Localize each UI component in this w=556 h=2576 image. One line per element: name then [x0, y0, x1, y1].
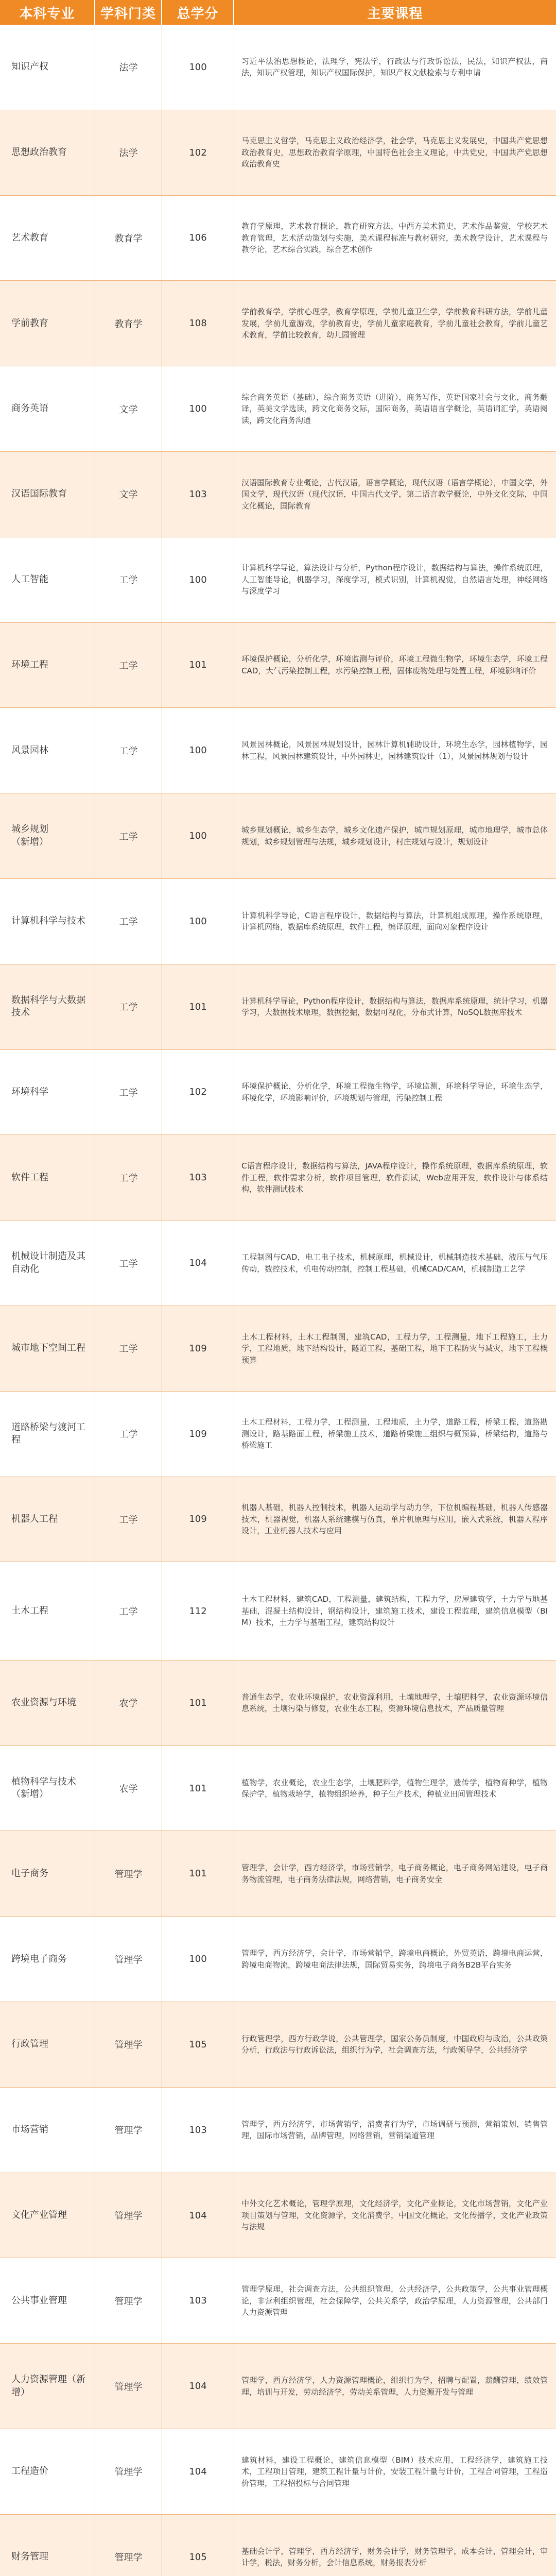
credits-cell-text: 100: [189, 745, 207, 756]
major-cell: [0, 964, 95, 1049]
credits-cell: [162, 1306, 234, 1391]
courses-cell-text: 教育学原理，艺术教育概论，教育研究方法，中西方美术简史，艺术作品鉴赏，学校艺术教育管理，艺术活动策划与实施，美术课程标准与教材研究，美术教学设计，艺术课程与教学论，艺术综合实践，综合艺术创作: [241, 222, 548, 255]
major-cell: [0, 2173, 95, 2258]
credits-cell: [162, 2258, 234, 2343]
credits-cell: [162, 2515, 234, 2576]
category-cell: [95, 793, 162, 878]
major-cell-text: 艺术教育: [11, 232, 48, 243]
table-row: [0, 1392, 556, 1477]
category-cell-text: 管理学: [114, 2211, 143, 2222]
credits-cell: [162, 281, 234, 366]
major-cell: [0, 708, 95, 793]
credits-cell: [162, 196, 234, 281]
credits-cell: [162, 1221, 234, 1306]
major-cell: [0, 1562, 95, 1660]
table-row: [0, 2344, 556, 2429]
table-row: [0, 1746, 556, 1832]
courses-cell-text: C语言程序设计，数据结构与算法，JAVA程序设计，操作系统原理，数据库系统原理，软件工程，软件需求分析，软件项目管理，软件测试，Web应用开发，软件设计与体系结构，软件测试技术: [241, 1161, 548, 1194]
credits-cell-text: 100: [189, 831, 207, 842]
table-row: [0, 1221, 556, 1306]
category-cell: [95, 1746, 162, 1831]
category-cell-text: 管理学: [114, 2125, 143, 2137]
major-cell: [0, 25, 95, 110]
major-cell-text: 公共事业管理: [11, 2295, 67, 2306]
major-cell: [0, 879, 95, 964]
courses-cell-text: 管理学原理，社会调查方法，公共组织管理，公共经济学，公共政策学，公共事业管理概论，非营利组织管理，社会保障学，公共关系学，政治学原理，人力资源管理，公共部门人力资源管理: [241, 2284, 548, 2317]
credits-cell-text: 102: [189, 147, 207, 158]
credits-cell: [162, 1831, 234, 1916]
credits-cell-text: 103: [189, 2295, 207, 2307]
courses-cell-text: 马克思主义哲学，马克思主义政治经济学，社会学，马克思主义发展史，中国共产党思想政治教育史，思想政治教育学原理，中国特色社会主义理论，中共党史，中国共产党思想政治教育史: [241, 136, 548, 169]
major-cell: [0, 1746, 95, 1831]
category-cell: [95, 1306, 162, 1391]
credits-cell-text: 100: [189, 61, 207, 73]
major-cell: [0, 537, 95, 622]
major-cell: [0, 110, 95, 195]
courses-cell-text: 机器人基础，机器人控制技术，机器人运动学与动力学，下位机编程基础，机器人传感器技术，机器视觉，机器人系统建模与仿真，单片机原理与应用，嵌入式系统，机器人程序设计，工业机器人技术与应用: [241, 1503, 548, 1536]
courses-cell-text: 普通生态学，农业环境保护，农业资源利用，土壤地理学，土壤肥料学，农业资源环境信息系统，土壤污染与修复，农业生态工程，资源环境信息技术，产品质量管理: [241, 1692, 548, 1714]
credits-cell-text: 104: [189, 1258, 207, 1269]
credits-cell: [162, 2002, 234, 2087]
category-cell-text: 工学: [119, 660, 138, 671]
credits-cell: [162, 1660, 234, 1745]
table-row: [0, 25, 556, 110]
courses-cell: [234, 1306, 556, 1391]
category-cell-text: 农学: [119, 1698, 138, 1709]
courses-cell-text: 行政管理学，西方行政学说，公共管理学，国家公务员制度，中国政府与政治，公共政策分析，行政法与行政诉讼法，组织行为学，社会调查方法，行政领导学，公共经济学: [241, 2033, 548, 2055]
credits-cell: [162, 537, 234, 622]
table-row: [0, 1050, 556, 1136]
category-cell: [95, 366, 162, 451]
credits-cell: [162, 2344, 234, 2429]
category-cell-text: 工学: [119, 575, 138, 586]
category-cell: [95, 2515, 162, 2576]
major-cell-text: 财务管理: [11, 2551, 48, 2563]
credits-cell-text: 112: [189, 1605, 207, 1617]
courses-cell-text: 环境保护概论，分析化学，环境工程微生物学，环境监测，环境科学导论，环境生态学，环境化学，环境影响评价，环境规划与管理，污染控制工程: [241, 1081, 548, 1103]
category-cell: [95, 452, 162, 537]
courses-cell: [234, 2088, 556, 2173]
major-cell: [0, 1050, 95, 1135]
category-cell-text: 工学: [119, 745, 138, 757]
courses-cell: [234, 1746, 556, 1831]
category-cell: [95, 2429, 162, 2514]
courses-cell-text: 计算机科学导论，算法设计与分析，Python程序设计，数据结构与算法，操作系统原理，人工智能导论，机器学习，深度学习，模式识别，计算机视觉，自然语言处理，神经网络与深度学习: [241, 563, 548, 596]
major-cell-text: 环境科学: [11, 1086, 48, 1097]
table-row: [0, 110, 556, 196]
category-cell-text: 工学: [119, 1344, 138, 1355]
major-cell-text: 农业资源与环境: [11, 1697, 76, 1708]
category-cell: [95, 1135, 162, 1220]
category-cell: [95, 25, 162, 110]
major-cell-text: 机器人工程: [11, 1513, 58, 1524]
courses-cell-text: 管理学，西方经济学，市场营销学，消费者行为学，市场调研与预测，营销策划，销售管理，国际市场营销，品牌管理，网络营销，营销渠道管理: [241, 2119, 548, 2141]
courses-cell: [234, 793, 556, 878]
courses-cell: [234, 281, 556, 366]
category-cell: [95, 1562, 162, 1660]
major-cell: [0, 2515, 95, 2576]
category-cell: [95, 2088, 162, 2173]
credits-cell: [162, 1477, 234, 1562]
category-cell-text: 法学: [119, 62, 138, 74]
category-cell-text: 管理学: [114, 1869, 143, 1880]
major-cell: [0, 1306, 95, 1391]
table-row: [0, 366, 556, 452]
courses-cell-text: 汉语国际教育专业概论，古代汉语，语言学概论，现代汉语（语言学概论），中国文学，外国文学，现代汉语（现代汉语，中国古代文学，第二语言教学概论，中外文化交际，中国文化概论，国际教育: [241, 478, 548, 511]
credits-cell: [162, 1746, 234, 1831]
credits-cell: [162, 2429, 234, 2514]
table-row: [0, 1917, 556, 2002]
table-row: [0, 623, 556, 708]
header-category: 学科门类: [95, 0, 162, 25]
category-cell-text: 文学: [119, 404, 138, 415]
courses-cell-text: 环境保护概论，分析化学，环境监测与评价，环境工程微生物学，环境生态学，环境工程CAD，大气污染控制工程，水污染控制工程，固体废物处理与处置工程，环境影响评价: [241, 654, 548, 675]
category-cell: [95, 1917, 162, 2002]
courses-cell: [234, 1477, 556, 1562]
credits-cell-text: 100: [189, 1954, 207, 1965]
credits-cell: [162, 708, 234, 793]
category-cell: [95, 196, 162, 281]
table-row: [0, 452, 556, 537]
table-row: [0, 2088, 556, 2173]
table-row: [0, 793, 556, 879]
credits-cell: [162, 366, 234, 451]
category-cell: [95, 110, 162, 195]
courses-cell-text: 综合商务英语（基础），综合商务英语（进阶），商务写作，英语国家社会与文化，商务翻译，英美文学选读，跨文化商务交际，国际商务，英语语言学概论，英语词汇学，英语阅读，跨文化商务沟通: [241, 392, 548, 425]
major-cell: [0, 2258, 95, 2343]
category-cell-text: 工学: [119, 1002, 138, 1013]
courses-cell: [234, 1562, 556, 1660]
major-cell-text: 行政管理: [11, 2039, 48, 2050]
table-header: [0, 0, 556, 25]
courses-cell: [234, 1135, 556, 1220]
category-cell-text: 法学: [119, 148, 138, 159]
credits-cell-text: 100: [189, 916, 207, 927]
category-cell-text: 农学: [119, 1784, 138, 1795]
credits-cell-text: 103: [189, 1172, 207, 1183]
category-cell-text: 工学: [119, 1087, 138, 1098]
courses-cell: [234, 623, 556, 708]
category-cell-text: 管理学: [114, 1954, 143, 1965]
category-cell: [95, 537, 162, 622]
courses-cell-text: 土木工程材料，工程力学，工程测量，工程地质，土力学，道路工程，桥梁工程，道路勘测设计，路基路面工程，桥梁施工技术，道路桥梁施工组织与概预算，桥梁结构，道路与桥梁施工: [241, 1417, 548, 1450]
credits-cell-text: 109: [189, 1343, 207, 1354]
courses-cell-text: 土木工程材料，建筑CAD，工程测量，建筑结构，工程力学，房屋建筑学，土力学与地基基础，混凝土结构设计，钢结构设计，建筑施工技术，建设工程监理，建筑信息模型（BIM）技术，土力学与基础工程，建筑结构设计: [241, 1595, 548, 1628]
major-cell-text: 计算机科学与技术: [11, 916, 85, 927]
category-cell: [95, 2002, 162, 2087]
table-row: [0, 2429, 556, 2515]
major-cell-text: 工程造价: [11, 2466, 48, 2477]
major-cell: [0, 1221, 95, 1306]
major-cell: [0, 1135, 95, 1220]
credits-cell: [162, 2088, 234, 2173]
table-body: [0, 25, 556, 2576]
credits-cell-text: 101: [189, 1868, 207, 1879]
table-row: [0, 1135, 556, 1221]
credits-cell-text: 101: [189, 1697, 207, 1708]
category-cell: [95, 281, 162, 366]
courses-cell-text: 管理学，西方经济学，会计学，市场营销学，跨境电商概论，外贸英语，跨境电商运营，跨境电商物流，跨境电商法律法规，国际贸易实务，跨境电子商务B2B平台实务: [241, 1948, 548, 1970]
courses-cell-text: 植物学，农业概论，农业生态学，土壤肥料学，植物生理学，遗传学，植物育种学，植物保护学，植物栽培学，植物组织培养，种子生产技术，种植业田间管理技术: [241, 1777, 548, 1799]
category-cell-text: 管理学: [114, 2296, 143, 2307]
category-cell-text: 管理学: [114, 2040, 143, 2051]
major-cell: [0, 1660, 95, 1745]
major-cell-text: 风景园林: [11, 744, 48, 756]
courses-cell-text: 习近平法治思想概论，法理学，宪法学，行政法与行政诉讼法，民法，知识产权法，商法，知识产权管理，知识产权国际保护，知识产权文献检索与专利申请: [241, 56, 548, 78]
credits-cell-text: 105: [189, 2551, 207, 2563]
credits-cell-text: 106: [189, 232, 207, 244]
major-cell-text: 知识产权: [11, 61, 48, 73]
credits-cell-text: 109: [189, 1514, 207, 1525]
courses-cell: [234, 1221, 556, 1306]
category-cell-text: 管理学: [114, 2381, 143, 2393]
category-cell-text: 工学: [119, 1606, 138, 1618]
category-cell: [95, 2258, 162, 2343]
table-row: [0, 1660, 556, 1746]
major-cell-text: 跨境电子商务: [11, 1953, 67, 1964]
category-cell: [95, 1660, 162, 1745]
major-cell-text: 市场营销: [11, 2124, 48, 2136]
courses-cell: [234, 2429, 556, 2514]
courses-cell: [234, 1050, 556, 1135]
major-cell-text: 数据科学与大数据技术: [11, 994, 85, 1019]
major-cell-text: 道路桥梁与渡河工程: [11, 1421, 85, 1446]
courses-cell: [234, 110, 556, 195]
courses-cell: [234, 2002, 556, 2087]
table-row: [0, 964, 556, 1050]
major-cell: [0, 1917, 95, 2002]
category-cell-text: 教育学: [114, 233, 143, 244]
credits-cell-text: 102: [189, 1087, 207, 1098]
category-cell: [95, 879, 162, 964]
credits-cell: [162, 2173, 234, 2258]
courses-cell: [234, 1660, 556, 1745]
courses-cell: [234, 1392, 556, 1477]
courses-cell: [234, 964, 556, 1049]
category-cell-text: 管理学: [114, 2552, 143, 2564]
major-cell: [0, 1392, 95, 1477]
category-cell-text: 教育学: [114, 318, 143, 330]
credits-cell-text: 104: [189, 2466, 207, 2477]
category-cell-text: 管理学: [114, 2467, 143, 2478]
category-cell: [95, 708, 162, 793]
header-major: 本科专业: [0, 0, 95, 25]
major-cell-text: 城市地下空间工程: [11, 1343, 85, 1354]
credits-cell: [162, 793, 234, 878]
table-row: [0, 2515, 556, 2576]
credits-cell-text: 109: [189, 1428, 207, 1439]
credits-cell-text: 104: [189, 2210, 207, 2221]
category-cell-text: 工学: [119, 1514, 138, 1526]
courses-cell: [234, 1917, 556, 2002]
courses-cell: [234, 452, 556, 537]
table-row: [0, 196, 556, 281]
courses-cell: [234, 2173, 556, 2258]
courses-cell: [234, 708, 556, 793]
major-cell: [0, 2002, 95, 2087]
table-row: [0, 1562, 556, 1660]
category-cell: [95, 964, 162, 1049]
courses-cell: [234, 879, 556, 964]
major-cell-text: 土木工程: [11, 1605, 48, 1616]
credits-cell-text: 108: [189, 318, 207, 329]
credits-cell-text: 104: [189, 2381, 207, 2392]
category-cell: [95, 1477, 162, 1562]
major-cell-text: 植物科学与技术（新增）: [11, 1776, 76, 1800]
courses-cell: [234, 537, 556, 622]
major-cell: [0, 452, 95, 537]
credits-cell: [162, 879, 234, 964]
credits-cell-text: 101: [189, 1001, 207, 1012]
courses-cell-text: 计算机科学导论，Python程序设计，数据结构与算法，数据库系统原理，统计学习，机器学习，大数据技术原理，数据挖掘，数据可视化，分布式计算，NoSQL数据库技术: [241, 996, 548, 1018]
credits-cell-text: 101: [189, 659, 207, 671]
credits-cell: [162, 1135, 234, 1220]
major-cell-text: 商务英语: [11, 403, 48, 414]
header-courses: 主要课程: [367, 6, 423, 22]
major-cell-text: 软件工程: [11, 1172, 48, 1183]
courses-cell-text: 基础会计学，管理学，西方经济学，财务会计学，财务管理学，成本会计，管理会计，审计学，税法，财务分析，会计信息系统，财务报表分析: [241, 2546, 548, 2568]
courses-cell: [234, 366, 556, 451]
courses-cell-text: 风景园林概论，风景园林规划设计，园林计算机辅助设计，环境生态学，园林植物学，园林工程，风景园林建筑设计，中外园林史，园林建筑设计（1），风景园林规划与设计: [241, 740, 548, 761]
table-row: [0, 879, 556, 964]
credits-cell: [162, 25, 234, 110]
credits-cell: [162, 110, 234, 195]
table-row: [0, 2173, 556, 2259]
category-cell: [95, 2173, 162, 2258]
major-cell: [0, 2088, 95, 2173]
major-cell-text: 汉语国际教育: [11, 488, 67, 500]
credits-cell-text: 105: [189, 2039, 207, 2050]
credits-cell-text: 103: [189, 2124, 207, 2136]
credits-cell: [162, 452, 234, 537]
major-cell: [0, 623, 95, 708]
category-cell-text: 工学: [119, 831, 138, 842]
major-cell: [0, 793, 95, 878]
table-row: [0, 2258, 556, 2344]
courses-cell-text: 计算机科学导论，C语言程序设计，数据结构与算法，计算机组成原理，操作系统原理，计算机网络，数据库系统原理，软件工程，编译原理，面向对象程序设计: [241, 910, 548, 932]
credits-cell-text: 101: [189, 1783, 207, 1794]
table-row: [0, 537, 556, 623]
courses-cell: [234, 2258, 556, 2343]
category-cell: [95, 1221, 162, 1306]
credits-cell-text: 103: [189, 488, 207, 500]
category-cell: [95, 1050, 162, 1135]
major-cell: [0, 196, 95, 281]
courses-cell: [234, 2515, 556, 2576]
major-cell-text: 环境工程: [11, 659, 48, 670]
category-cell: [95, 623, 162, 708]
credits-cell-text: 100: [189, 403, 207, 415]
table-row: [0, 281, 556, 366]
credits-cell-text: 100: [189, 574, 207, 585]
courses-cell: [234, 196, 556, 281]
credits-cell: [162, 964, 234, 1049]
major-cell-text: 城乡规划 （新增）: [11, 824, 48, 848]
major-cell: [0, 2429, 95, 2514]
major-cell: [0, 366, 95, 451]
category-cell: [95, 1831, 162, 1916]
category-cell: [95, 1392, 162, 1477]
category-cell-text: 工学: [119, 917, 138, 928]
major-cell-text: 文化产业管理: [11, 2209, 67, 2221]
major-cell-text: 思想政治教育: [11, 147, 67, 158]
table-row: [0, 1477, 556, 1563]
courses-cell: [234, 2344, 556, 2429]
courses-cell-text: 学前教育学，学前心理学，教育学原理，学前儿童卫生学，学前教育科研方法，学前儿童发展，学前儿童游戏，学前教育史，学前儿童家庭教育，学前儿童社会教育，学前儿童艺术教育，学前比较教育，幼儿园管理: [241, 307, 548, 340]
category-cell: [95, 2344, 162, 2429]
table-row: [0, 2002, 556, 2088]
courses-cell-text: 管理学，西方经济学，人力资源管理概论，组织行为学，招聘与配置，薪酬管理，绩效管理，培训与开发，劳动经济学，劳动关系管理，人力资源开发与管理: [241, 2376, 548, 2397]
header-credits: 总学分: [162, 0, 234, 25]
credits-cell: [162, 1392, 234, 1477]
courses-cell: [234, 1831, 556, 1916]
major-cell: [0, 2344, 95, 2429]
major-cell-text: 人力资源管理（新增）: [11, 2374, 85, 2398]
major-cell-text: 学前教育: [11, 317, 48, 329]
major-cell: [0, 1831, 95, 1916]
category-cell-text: 工学: [119, 1173, 138, 1184]
category-cell-text: 工学: [119, 1258, 138, 1269]
credits-cell: [162, 1917, 234, 2002]
credits-cell: [162, 623, 234, 708]
courses-cell-text: 城乡规划概论，城乡生态学，城乡文化遗产保护，城市规划原理，城市地理学，城市总体规划，城乡规划管理与法规，城乡规划设计，村庄规划与设计，规划设计: [241, 825, 548, 846]
table-row: [0, 708, 556, 793]
major-cell-text: 人工智能: [11, 574, 48, 585]
major-cell: [0, 281, 95, 366]
table-row: [0, 1831, 556, 1917]
table-row: [0, 1306, 556, 1392]
credits-cell: [162, 1050, 234, 1135]
courses-cell-text: 建筑材料，建设工程概论，建筑信息模型（BIM）技术应用，工程经济学，建筑施工技术，工程项目管理，建筑工程计量与计价，安装工程计量与计价，工程合同管理，工程造价管理，工程招投标与合同管理: [241, 2455, 548, 2488]
major-cell-text: 电子商务: [11, 1868, 48, 1879]
courses-cell-text: 中外文化艺术概论，管理学原理，文化经济学，文化产业概论，文化市场营销，文化产业项目策划与管理，文化资源学，文化消费学，中国文化概论，文化传播学，文化产业政策与法规: [241, 2199, 548, 2232]
courses-cell-text: 管理学，会计学，西方经济学，市场营销学，电子商务概论，电子商务网站建设，电子商务物流管理，电子商务法律法规，网络营销，电子商务安全: [241, 1863, 548, 1884]
category-cell-text: 文学: [119, 489, 138, 501]
courses-cell: [234, 25, 556, 110]
credits-cell: [162, 1562, 234, 1660]
category-cell-text: 工学: [119, 1429, 138, 1440]
major-cell-text: 机械设计制造及其自动化: [11, 1251, 85, 1275]
major-cell: [0, 1477, 95, 1562]
courses-cell-text: 土木工程材料，土木工程制图，建筑CAD，工程力学，工程测量，地下工程施工，土力学，工程地质，地下结构设计，隧道工程，基础工程，地下工程防灾与减灾，地下工程概预算: [241, 1332, 548, 1365]
courses-cell-text: 工程制图与CAD，电工电子技术，机械原理，机械设计，机械制造技术基础，液压与气压传动，数控技术，机电传动控制，控制工程基础，机械CAD/CAM，机械制造工艺学: [241, 1252, 548, 1274]
